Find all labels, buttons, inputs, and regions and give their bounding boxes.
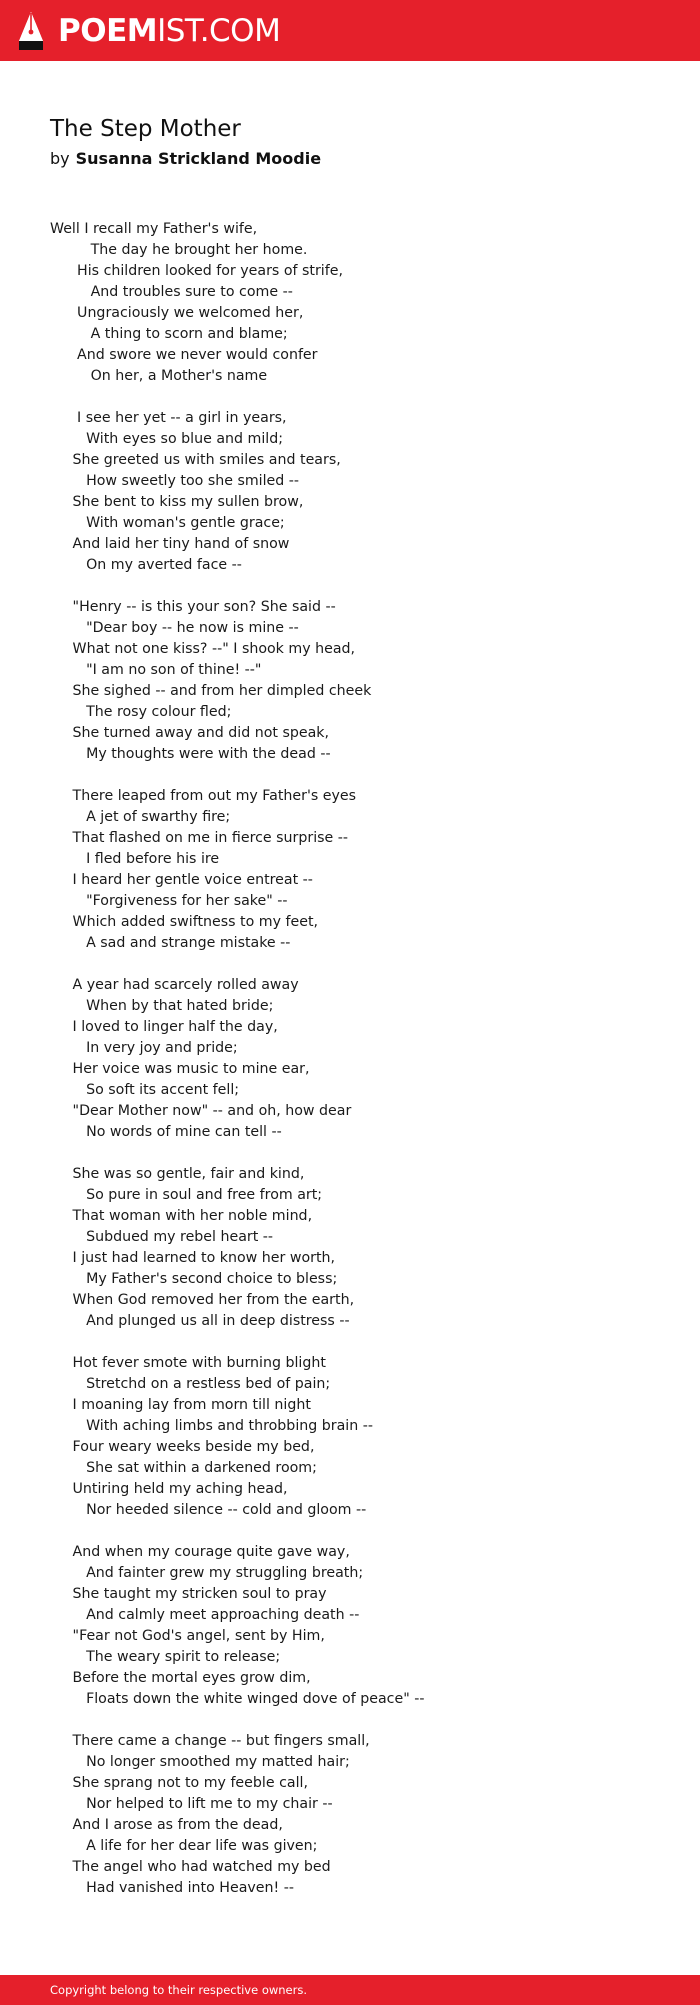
poem-line: She bent to kiss my sullen brow, [50,494,304,510]
copyright-text: Copyright belong to their respective owners. [50,1983,308,1997]
poem-line: With eyes so blue and mild; [50,431,284,447]
poem-line: "Henry -- is this your son? She said -- [50,599,336,615]
poem-line: She sighed -- and from her dimpled cheek [50,683,372,699]
poem-stanza [50,219,670,387]
poem-line: I fled before his ire [50,851,220,867]
poem-stanza [50,975,670,1143]
poem-line: And plunged us all in deep distress -- [50,1313,350,1329]
poem-line: "Dear Mother now" -- and oh, how dear [50,1103,352,1119]
poem-line: When by that hated bride; [50,998,274,1014]
poem-line: In very joy and pride; [50,1040,238,1056]
poem-stanza [50,786,670,954]
poem-line: Subdued my rebel heart -- [50,1229,274,1245]
poem-line: A year had scarcely rolled away [50,977,299,993]
poem-line: No longer smoothed my matted hair; [50,1754,350,1770]
poem-line: I heard her gentle voice entreat -- [50,872,313,888]
site-header [0,0,700,61]
poem-line: So pure in soul and free from art; [50,1187,323,1203]
poem-line: The weary spirit to release; [50,1649,281,1665]
poem-line: Nor heeded silence -- cold and gloom -- [50,1502,367,1518]
poem-line: A sad and strange mistake -- [50,935,291,951]
poem-line: There came a change -- but fingers small, [50,1733,370,1749]
poem-line: And troubles sure to come -- [50,284,293,300]
poem-line: Floats down the white winged dove of peace" -- [50,1691,425,1707]
poem-stanza [50,1353,670,1521]
poem-body [50,219,670,1899]
poem-line: Untiring held my aching head, [50,1481,288,1497]
site-footer [0,1975,700,2005]
poem-line: Four weary weeks beside my bed, [50,1439,315,1455]
poem-line: She sprang not to my feeble call, [50,1775,308,1791]
poem-line: Stretchd on a restless bed of pain; [50,1376,331,1392]
logo-wordmark [58,13,280,49]
poem-line: She sat within a darkened room; [50,1460,317,1476]
site-logo[interactable] [18,11,280,51]
poem-line: She turned away and did not speak, [50,725,330,741]
poem-line: Before the mortal eyes grow dim, [50,1670,311,1686]
poem-line: A jet of swarthy fire; [50,809,231,825]
poem-line: She greeted us with smiles and tears, [50,452,341,468]
poem-line: On her, a Mother's name [50,368,268,384]
poem-line: A thing to scorn and blame; [50,326,288,342]
author-link[interactable]: Susanna Strickland Moodie [75,149,322,168]
poem-line: "Forgiveness for her sake" -- [50,893,288,909]
poem-line: A life for her dear life was given; [50,1838,318,1854]
poem-line: My thoughts were with the dead -- [50,746,331,762]
pen-nib-icon [18,11,44,51]
poem-line: "Dear boy -- he now is mine -- [50,620,299,636]
poem-line: And swore we never would confer [50,347,318,363]
poem-line: Nor helped to lift me to my chair -- [50,1796,333,1812]
poem-line: She was so gentle, fair and kind, [50,1166,305,1182]
poem-line: I see her yet -- a girl in years, [50,410,287,426]
poem-line: Well I recall my Father's wife, [50,221,258,237]
poem-stanza [50,408,670,576]
poem-line: That flashed on me in fierce surprise -- [50,830,349,846]
poem-line: Ungraciously we welcomed her, [50,305,304,321]
poem-line: And fainter grew my struggling breath; [50,1565,364,1581]
poem-line: So soft its accent fell; [50,1082,240,1098]
poem-line: On my averted face -- [50,557,242,573]
poem-line: The day he brought her home. [50,242,308,258]
poem-stanza [50,1542,670,1710]
poem-line: And I arose as from the dead, [50,1817,283,1833]
poem-line: There leaped from out my Father's eyes [50,788,357,804]
poem-line: With aching limbs and throbbing brain -- [50,1418,373,1434]
by-label: by [50,149,70,168]
poem-line: My Father's second choice to bless; [50,1271,338,1287]
poem-line: "I am no son of thine! --" [50,662,262,678]
poem-line: No words of mine can tell -- [50,1124,282,1140]
poem-line: Had vanished into Heaven! -- [50,1880,294,1896]
poem-line: And calmly meet approaching death -- [50,1607,360,1623]
poem-line: And laid her tiny hand of snow [50,536,290,552]
poem-line: When God removed her from the earth, [50,1292,355,1308]
poem-line: She taught my stricken soul to pray [50,1586,327,1602]
poem-line: "Fear not God's angel, sent by Him, [50,1628,325,1644]
poem-byline [50,149,321,168]
poem-line: That woman with her noble mind, [50,1208,313,1224]
poem-line: And when my courage quite gave way, [50,1544,350,1560]
poem-line: What not one kiss? --" I shook my head, [50,641,356,657]
poem-line: His children looked for years of strife, [50,263,343,279]
poem-line: Which added swiftness to my feet, [50,914,319,930]
poem-line: The angel who had watched my bed [50,1859,331,1875]
poem-stanza [50,1164,670,1332]
poem-stanza [50,1731,670,1899]
poem-line: With woman's gentle grace; [50,515,285,531]
poem-line: I moaning lay from morn till night [50,1397,311,1413]
poem-line: Her voice was music to mine ear, [50,1061,310,1077]
poem-title: The Step Mother [50,116,241,142]
logo-text-light: IST.COM [157,13,281,49]
poem-line: I just had learned to know her worth, [50,1250,336,1266]
poem-stanza [50,597,670,765]
poem-line: How sweetly too she smiled -- [50,473,300,489]
logo-text-bold: POEM [58,13,158,49]
poem-line: Hot fever smote with burning blight [50,1355,326,1371]
poem-line: The rosy colour fled; [50,704,232,720]
poem-line: I loved to linger half the day, [50,1019,278,1035]
